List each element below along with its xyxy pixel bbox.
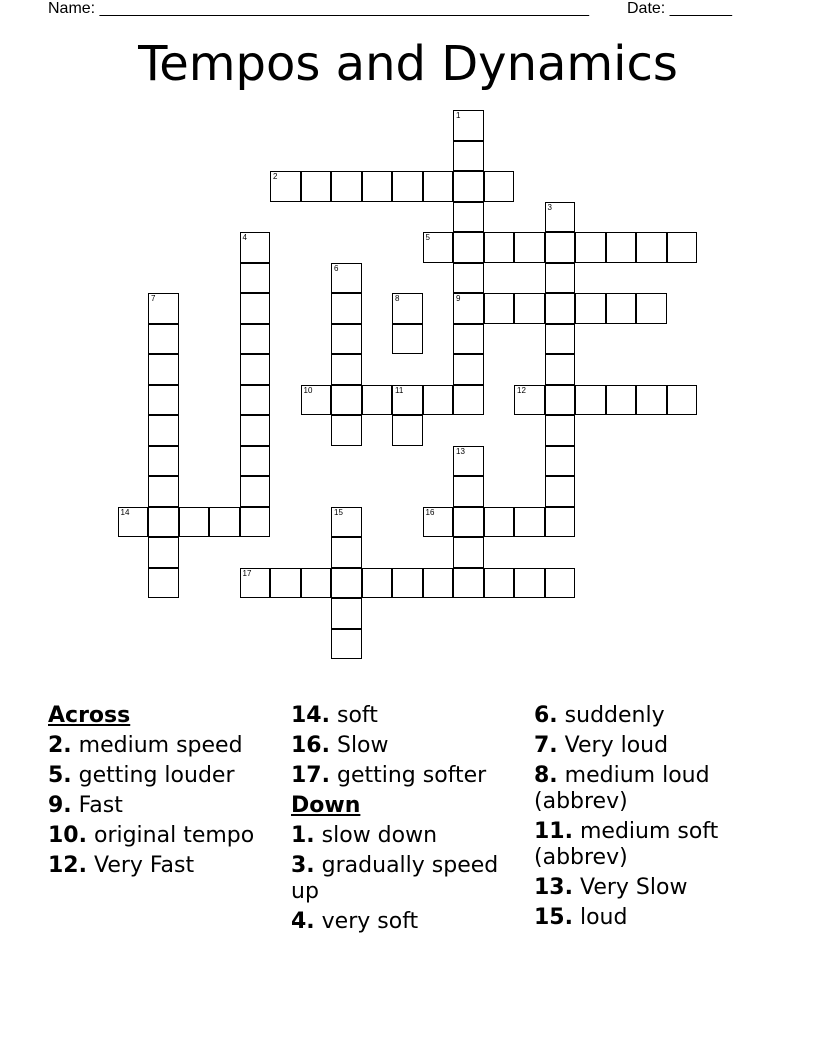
- grid-cell[interactable]: [331, 629, 362, 660]
- grid-cell[interactable]: [423, 568, 454, 599]
- grid-cell[interactable]: [240, 385, 271, 416]
- clue-item: [534, 763, 754, 815]
- clue-number-label: 2.: [48, 733, 72, 758]
- page-title: Tempos and Dynamics: [138, 36, 678, 92]
- clue-text: medium loud (abbrev): [534, 763, 710, 814]
- grid-cell[interactable]: [545, 354, 576, 385]
- clue-item: [48, 853, 268, 879]
- grid-cell[interactable]: [453, 446, 484, 477]
- grid-cell[interactable]: [392, 293, 423, 324]
- grid-cell[interactable]: [209, 507, 240, 538]
- clue-number: 16: [425, 507, 435, 517]
- grid-cell[interactable]: [148, 568, 179, 599]
- grid-cell[interactable]: [453, 141, 484, 172]
- grid-cell[interactable]: [667, 385, 698, 416]
- clue-number-label: 6.: [534, 703, 558, 728]
- grid-cell[interactable]: [392, 385, 423, 416]
- grid-cell[interactable]: [484, 293, 515, 324]
- clue-item: [534, 733, 754, 759]
- grid-cell[interactable]: [392, 415, 423, 446]
- grid-cell[interactable]: [423, 507, 454, 538]
- grid-cell[interactable]: [453, 507, 484, 538]
- clue-number: 6: [334, 263, 339, 273]
- grid-cell[interactable]: [575, 293, 606, 324]
- clue-text: soft: [329, 703, 378, 728]
- clue-text: very soft: [314, 909, 419, 934]
- grid-cell[interactable]: [301, 568, 332, 599]
- grid-cell[interactable]: [453, 110, 484, 141]
- across-heading: Across: [48, 703, 131, 728]
- grid-cell[interactable]: [423, 232, 454, 263]
- clue-number-label: 11.: [534, 819, 573, 844]
- clue-number-label: 9.: [48, 793, 72, 818]
- clue-text: Fast: [71, 793, 123, 818]
- clue-item: [291, 733, 521, 759]
- grid-cell[interactable]: [484, 232, 515, 263]
- grid-cell[interactable]: [392, 568, 423, 599]
- grid-cell[interactable]: [545, 293, 576, 324]
- grid-cell[interactable]: [331, 415, 362, 446]
- clue-item: [48, 793, 268, 819]
- clue-text: getting louder: [71, 763, 235, 788]
- grid-cell[interactable]: [240, 232, 271, 263]
- grid-cell[interactable]: [301, 171, 332, 202]
- grid-cell[interactable]: [392, 171, 423, 202]
- clue-number: 7: [151, 294, 156, 303]
- grid-cell[interactable]: [453, 293, 484, 324]
- clue-item: [48, 763, 268, 789]
- clue-number-label: 12.: [48, 853, 87, 878]
- grid-cell[interactable]: [331, 324, 362, 355]
- clue-number-label: 15.: [534, 905, 573, 930]
- clue-number: 12: [517, 385, 526, 395]
- clue-text: medium speed: [71, 733, 243, 758]
- grid-cell[interactable]: [484, 568, 515, 599]
- clue-text: Very loud: [557, 733, 669, 758]
- date-field[interactable]: Date: _______: [627, 0, 732, 17]
- clue-item: [291, 909, 521, 935]
- clue-item: [291, 853, 521, 905]
- grid-cell[interactable]: [270, 171, 301, 202]
- grid-cell[interactable]: [331, 537, 362, 568]
- clue-text: suddenly: [557, 703, 665, 728]
- grid-cell[interactable]: [179, 507, 210, 538]
- grid-cell[interactable]: [240, 293, 271, 324]
- clue-text: Slow: [329, 733, 389, 758]
- grid-cell[interactable]: [484, 507, 515, 538]
- clue-number: 10: [303, 385, 313, 395]
- grid-cell[interactable]: [545, 202, 576, 233]
- grid-cell[interactable]: [148, 476, 179, 507]
- grid-cell[interactable]: [545, 476, 576, 507]
- grid-cell[interactable]: [331, 598, 362, 629]
- clue-text: loud: [572, 905, 628, 930]
- clue-number-label: 10.: [48, 823, 87, 848]
- clue-item: [534, 875, 754, 901]
- grid-cell[interactable]: [148, 537, 179, 568]
- clue-number-label: 1.: [291, 823, 315, 848]
- grid-cell[interactable]: [148, 293, 179, 324]
- grid-cell[interactable]: [392, 324, 423, 355]
- grid-cell[interactable]: [545, 446, 576, 477]
- grid-cell[interactable]: [636, 232, 667, 263]
- grid-cell[interactable]: [423, 171, 454, 202]
- clue-number: 9: [456, 294, 461, 303]
- grid-cell[interactable]: [453, 354, 484, 385]
- clue-number: 8: [395, 294, 400, 303]
- grid-cell[interactable]: [514, 507, 545, 538]
- grid-cell[interactable]: [545, 232, 576, 263]
- clue-number: 1: [456, 111, 461, 120]
- grid-cell[interactable]: [453, 568, 484, 599]
- grid-cell[interactable]: [331, 507, 362, 538]
- clue-number-label: 8.: [534, 763, 558, 788]
- grid-cell[interactable]: [148, 446, 179, 477]
- grid-cell[interactable]: [240, 354, 271, 385]
- clue-number: 11: [395, 385, 404, 395]
- clue-number: 15: [334, 507, 343, 517]
- clue-number-label: 13.: [534, 875, 573, 900]
- clue-text: original tempo: [86, 823, 255, 848]
- grid-cell[interactable]: [240, 415, 271, 446]
- clue-number: 4: [242, 233, 247, 242]
- clue-column-2: [291, 703, 521, 939]
- grid-cell[interactable]: [545, 263, 576, 294]
- clue-item: [534, 905, 754, 931]
- grid-cell[interactable]: [453, 263, 484, 294]
- grid-cell[interactable]: [453, 202, 484, 233]
- grid-cell[interactable]: [362, 385, 393, 416]
- grid-cell[interactable]: [545, 568, 576, 599]
- grid-cell[interactable]: [331, 568, 362, 599]
- grid-cell[interactable]: [514, 293, 545, 324]
- grid-cell[interactable]: [453, 171, 484, 202]
- clue-item: [534, 819, 754, 871]
- grid-cell[interactable]: [545, 415, 576, 446]
- grid-cell[interactable]: [118, 507, 149, 538]
- clue-item: [291, 763, 521, 789]
- grid-cell[interactable]: [514, 232, 545, 263]
- grid-cell[interactable]: [148, 507, 179, 538]
- grid-cell[interactable]: [423, 385, 454, 416]
- clue-text: gradually speed up: [291, 853, 499, 904]
- grid-cell[interactable]: [301, 385, 332, 416]
- grid-cell[interactable]: [453, 385, 484, 416]
- grid-cell[interactable]: [240, 476, 271, 507]
- clue-text: slow down: [314, 823, 438, 848]
- grid-cell[interactable]: [453, 324, 484, 355]
- grid-cell[interactable]: [514, 568, 545, 599]
- clue-item: [291, 703, 521, 729]
- clue-item: [291, 823, 521, 849]
- clue-number: 5: [425, 233, 430, 242]
- grid-cell[interactable]: [148, 385, 179, 416]
- grid-cell[interactable]: [240, 324, 271, 355]
- clue-text: Very Fast: [86, 853, 195, 878]
- grid-cell[interactable]: [484, 171, 515, 202]
- grid-cell[interactable]: [240, 446, 271, 477]
- grid-cell[interactable]: [514, 385, 545, 416]
- grid-cell[interactable]: [148, 354, 179, 385]
- clue-item: [48, 823, 268, 849]
- grid-cell[interactable]: [606, 385, 637, 416]
- clue-column-3: [534, 703, 754, 935]
- grid-cell[interactable]: [575, 385, 606, 416]
- clue-number: 14: [120, 507, 130, 517]
- grid-cell[interactable]: [240, 568, 271, 599]
- grid-cell[interactable]: [240, 263, 271, 294]
- clue-item: [48, 733, 268, 759]
- grid-cell[interactable]: [331, 385, 362, 416]
- grid-cell[interactable]: [240, 507, 271, 538]
- down-heading: Down: [291, 793, 361, 818]
- clue-text: medium soft (abbrev): [534, 819, 719, 870]
- grid-cell[interactable]: [636, 293, 667, 324]
- clue-number-label: 5.: [48, 763, 72, 788]
- clue-number-label: 16.: [291, 733, 330, 758]
- grid-cell[interactable]: [453, 476, 484, 507]
- grid-cell[interactable]: [453, 537, 484, 568]
- clue-number-label: 17.: [291, 763, 330, 788]
- grid-cell[interactable]: [148, 415, 179, 446]
- grid-cell[interactable]: [331, 263, 362, 294]
- clue-column-1: [48, 703, 268, 883]
- name-field[interactable]: Name: _______________________________________________________: [48, 0, 589, 17]
- clue-text: getting softer: [329, 763, 487, 788]
- grid-cell[interactable]: [636, 385, 667, 416]
- grid-cell[interactable]: [270, 568, 301, 599]
- clue-number: 13: [456, 446, 465, 456]
- clue-number-label: 14.: [291, 703, 330, 728]
- clue-number-label: 3.: [291, 853, 315, 878]
- grid-cell[interactable]: [362, 568, 393, 599]
- grid-cell[interactable]: [545, 385, 576, 416]
- clue-number: 17: [242, 568, 252, 578]
- grid-cell[interactable]: [331, 354, 362, 385]
- clue-number: 2: [273, 172, 278, 181]
- clue-item: [534, 703, 754, 729]
- clue-text: Very Slow: [572, 875, 688, 900]
- grid-cell[interactable]: [148, 324, 179, 355]
- grid-cell[interactable]: [545, 507, 576, 538]
- grid-cell[interactable]: [667, 232, 698, 263]
- grid-cell[interactable]: [606, 293, 637, 324]
- grid-cell[interactable]: [331, 171, 362, 202]
- grid-cell[interactable]: [453, 232, 484, 263]
- clue-number: 3: [547, 202, 552, 212]
- grid-cell[interactable]: [362, 171, 393, 202]
- grid-cell[interactable]: [575, 232, 606, 263]
- grid-cell[interactable]: [545, 324, 576, 355]
- grid-cell[interactable]: [331, 293, 362, 324]
- clue-number-label: 4.: [291, 909, 315, 934]
- clue-number-label: 7.: [534, 733, 558, 758]
- grid-cell[interactable]: [606, 232, 637, 263]
